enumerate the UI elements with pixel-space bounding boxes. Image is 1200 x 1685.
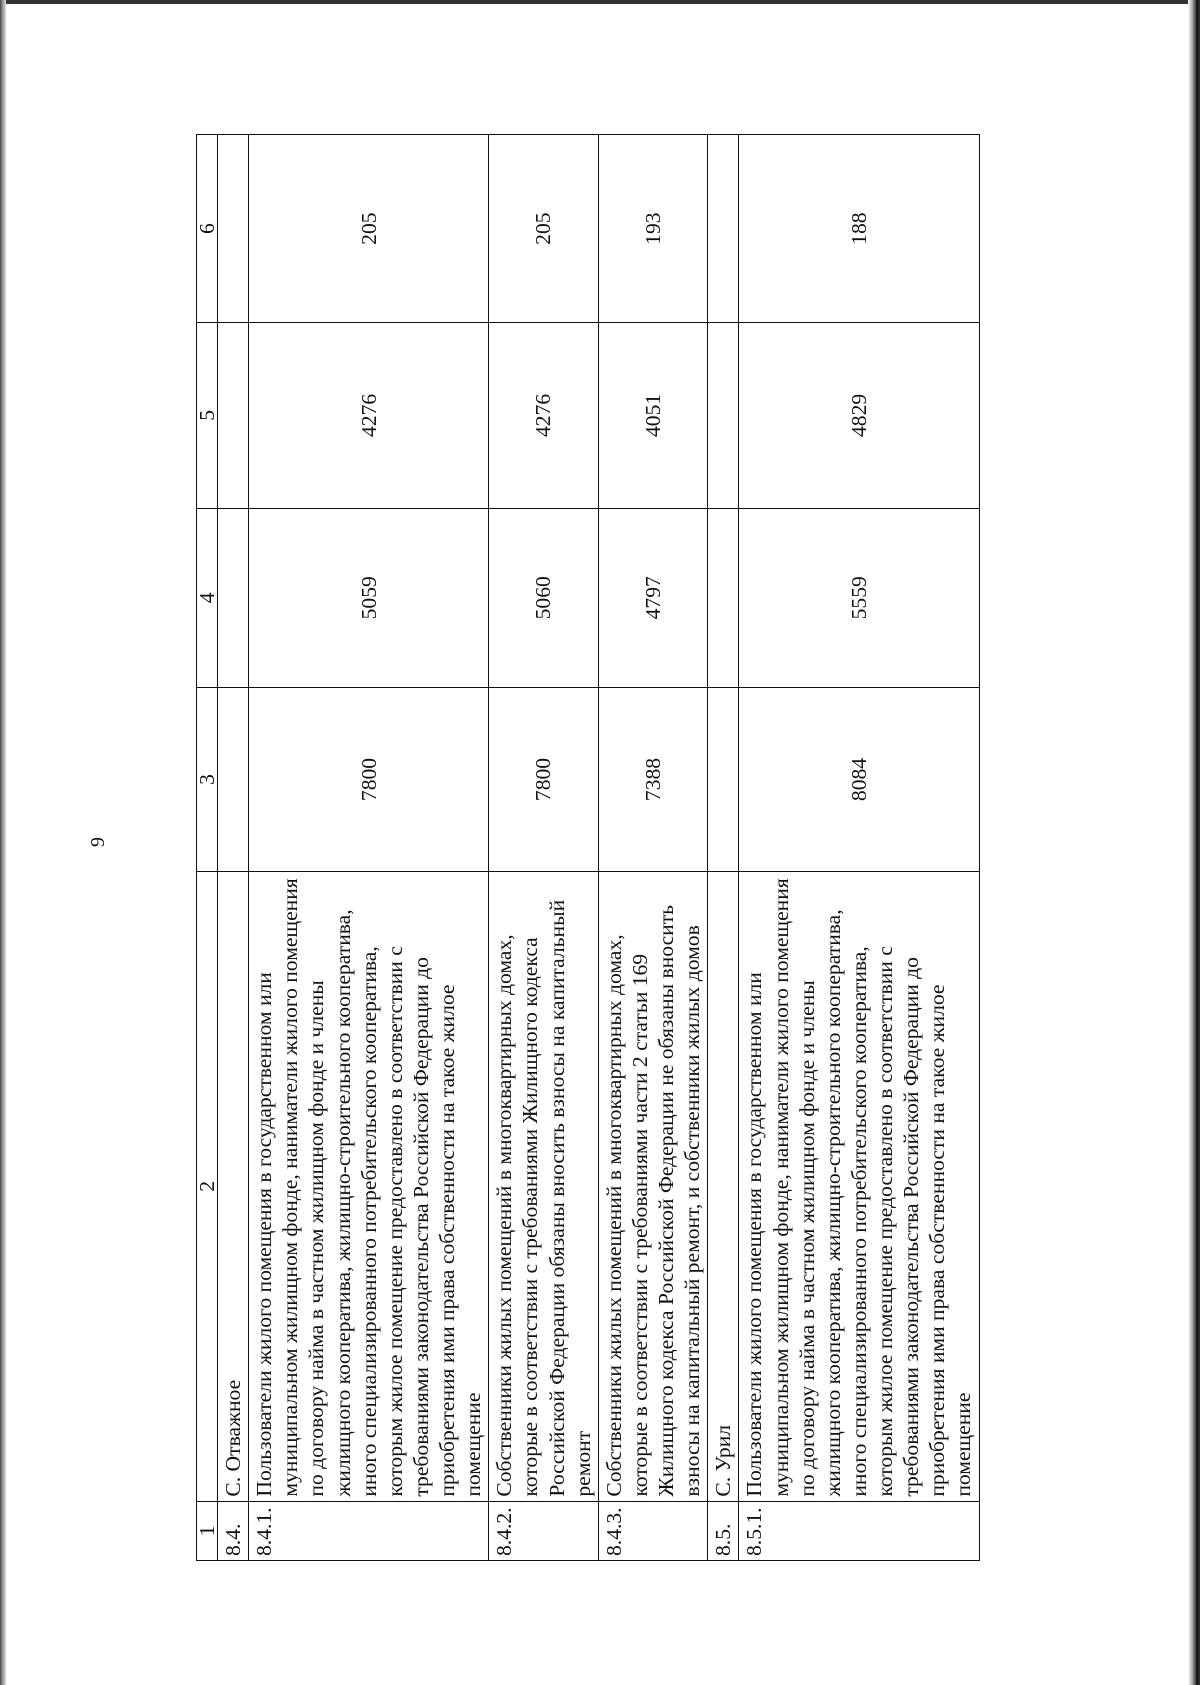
table-row [739,135,979,1561]
scan-edge-top [0,0,1200,4]
tariff-table [196,134,980,1561]
row-value-6: 205 [489,135,599,323]
row-value-4 [218,508,249,688]
row-value-5: 4276 [489,323,599,508]
row-code: 8.5. [708,1501,739,1560]
row-value-4: 5059 [249,508,489,688]
header-col-2: 2 [197,871,218,1501]
row-value-6: 188 [739,135,979,323]
scan-edge-left [0,0,6,1685]
row-value-6 [708,135,739,323]
row-code: 8.4.2. [489,1501,599,1560]
row-value-3: 7800 [249,688,489,872]
header-col-1: 1 [197,1501,218,1560]
row-value-3: 7800 [489,688,599,872]
header-col-4: 4 [197,508,218,688]
row-value-5 [708,323,739,508]
header-col-6: 6 [197,135,218,323]
table-row-section [218,135,249,1561]
table-header-row [197,135,218,1561]
page-number: 9 [87,837,109,847]
row-value-6: 205 [249,135,489,323]
row-value-5: 4051 [598,323,708,508]
row-name: Собственники жилых помещений в многоквартирных домах, которые в соответствии с требованиями Жилищного кодекса Российской Федерации обязаны вносить взносы на капитальный ремонт [489,871,599,1501]
row-value-3: 8084 [739,688,979,872]
header-col-3: 3 [197,688,218,872]
table-row-section [708,135,739,1561]
row-code: 8.4. [218,1501,249,1560]
row-value-5 [218,323,249,508]
row-value-6: 193 [598,135,708,323]
table-row [489,135,599,1561]
row-name: Пользователи жилого помещения в государственном или муниципальном жилищном фонде, наниматели жилого помещения по договору найма в частном жилищном фонде и члены жилищного кооператива, жилищно-строительного кооператива, иного специализированного потребительского кооператива, которым жилое помещение предоставлено в соответствии с требованиями законодательства Российской Федерации до приобретения ими права собственности на такое жилое помещение [739,871,979,1501]
table-row [598,135,708,1561]
row-value-3 [708,688,739,872]
row-value-5: 4829 [739,323,979,508]
row-value-4 [708,508,739,688]
tariff-table-rotated [196,134,980,1561]
row-name: Собственники жилых помещений в многоквартирных домах, которые в соответствии с требованиями части 2 статьи 169 Жилищного кодекса Российской Федерации не обязаны вносить взносы на капитальный ремонт, и собственники жилых домов [598,871,708,1501]
row-value-5: 4276 [249,323,489,508]
row-value-4: 4797 [598,508,708,688]
row-code: 8.5.1. [739,1501,979,1560]
row-value-4: 5559 [739,508,979,688]
row-value-4: 5060 [489,508,599,688]
row-name: Пользователи жилого помещения в государственном или муниципальном жилищном фонде, наниматели жилого помещения по договору найма в частном жилищном фонде и члены жилищного кооператива, жилищно-строительного кооператива, иного специализированного потребительского кооператива, которым жилое помещение предоставлено в соответствии с требованиями законодательства Российской Федерации до приобретения ими права собственности на такое жилое помещение [249,871,489,1501]
row-code: 8.4.1. [249,1501,489,1560]
header-col-5: 5 [197,323,218,508]
table-row [249,135,489,1561]
row-value-3: 7388 [598,688,708,872]
row-value-6 [218,135,249,323]
scan-edge-right [1188,0,1200,1685]
row-name: С. Отважное [218,871,249,1501]
row-value-3 [218,688,249,872]
row-name: С. Урил [708,871,739,1501]
row-code: 8.4.3. [598,1501,708,1560]
